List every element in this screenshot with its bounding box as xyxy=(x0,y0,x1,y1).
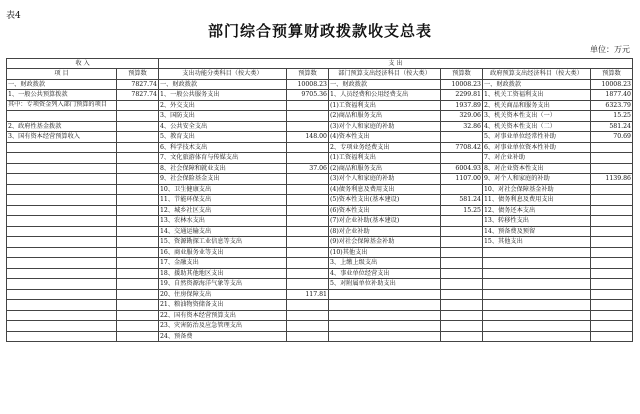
table-cell: 148.00 xyxy=(287,132,329,143)
table-cell xyxy=(7,300,117,311)
table-cell xyxy=(591,310,633,321)
table-cell xyxy=(329,321,441,332)
table-cell: (3)对个人和家庭的补助 xyxy=(329,121,441,132)
table-cell: 4、公共安全支出 xyxy=(159,121,287,132)
table-cell: 13、农林水支出 xyxy=(159,216,287,227)
table-cell xyxy=(117,111,159,122)
table-cell: (1)工资福利支出 xyxy=(329,100,441,111)
table-cell: 14、交通运输支出 xyxy=(159,226,287,237)
table-cell: 10008.23 xyxy=(591,79,633,90)
table-cell xyxy=(117,300,159,311)
table-cell xyxy=(117,121,159,132)
table-cell xyxy=(117,331,159,342)
table-cell xyxy=(287,247,329,258)
table-cell: 3、国有资本经营预算收入 xyxy=(7,132,117,143)
table-cell xyxy=(117,195,159,206)
table-cell xyxy=(591,300,633,311)
table-cell: (1)工资福利支出 xyxy=(329,153,441,164)
table-cell xyxy=(329,331,441,342)
table-cell: 一、财政拨款 xyxy=(329,79,441,90)
table-cell xyxy=(287,184,329,195)
table-cell: 7827.74 xyxy=(117,90,159,101)
table-cell: 7708.42 xyxy=(441,142,483,153)
table-cell: 19、自然资源海洋气象等支出 xyxy=(159,279,287,290)
table-row xyxy=(7,174,633,185)
table-cell: 4、机关资本性支出（二） xyxy=(483,121,591,132)
table-cell xyxy=(591,216,633,227)
table-cell xyxy=(117,268,159,279)
table-cell xyxy=(591,226,633,237)
table-cell: 20、住房保障支出 xyxy=(159,289,287,300)
table-cell: 581.24 xyxy=(441,195,483,206)
table-cell xyxy=(117,153,159,164)
table-cell: 其中：专项资金列入部门预算的项目 xyxy=(7,100,117,111)
table-cell xyxy=(117,321,159,332)
unit-label: 单位：万元 xyxy=(590,45,630,54)
table-cell xyxy=(483,300,591,311)
table-cell: 6、科学技术支出 xyxy=(159,142,287,153)
table-cell xyxy=(287,331,329,342)
table-cell: 2299.81 xyxy=(441,90,483,101)
table-cell xyxy=(7,195,117,206)
table-cell xyxy=(441,268,483,279)
table-cell xyxy=(591,268,633,279)
table-cell xyxy=(117,163,159,174)
table-cell: 1107.00 xyxy=(441,174,483,185)
table-cell xyxy=(591,163,633,174)
table-row xyxy=(7,195,633,206)
table-cell xyxy=(7,247,117,258)
table-cell: (6)资本性支出 xyxy=(329,205,441,216)
table-cell: 15、其他支出 xyxy=(483,237,591,248)
table-cell: (4)资本性支出 xyxy=(329,132,441,143)
table-row xyxy=(7,205,633,216)
table-cell: 8、对企业资本性支出 xyxy=(483,163,591,174)
column-header: 政府预算支出经济科目（按大类） xyxy=(483,69,591,80)
table-cell: 3、国防支出 xyxy=(159,111,287,122)
table-cell: 12、城乡社区支出 xyxy=(159,205,287,216)
table-cell xyxy=(483,310,591,321)
table-cell xyxy=(441,153,483,164)
table-cell xyxy=(591,331,633,342)
table-cell: 一、财政拨款 xyxy=(483,79,591,90)
table-cell xyxy=(591,142,633,153)
table-cell: 2、政府性基金拨款 xyxy=(7,121,117,132)
table-cell: 581.24 xyxy=(591,121,633,132)
table-cell xyxy=(441,132,483,143)
table-cell xyxy=(483,279,591,290)
table-cell xyxy=(483,321,591,332)
table-cell xyxy=(329,289,441,300)
table-cell xyxy=(441,226,483,237)
table-cell: 37.06 xyxy=(287,163,329,174)
table-cell: 10、卫生健康支出 xyxy=(159,184,287,195)
table-cell xyxy=(591,195,633,206)
table-cell xyxy=(7,279,117,290)
table-cell xyxy=(7,174,117,185)
table-cell xyxy=(591,258,633,269)
table-cell: 8、社会保障和就业支出 xyxy=(159,163,287,174)
table-cell xyxy=(117,226,159,237)
table-cell xyxy=(287,100,329,111)
table-row xyxy=(7,79,633,90)
table-cell xyxy=(117,216,159,227)
table-cell: 2、外交支出 xyxy=(159,100,287,111)
table-cell xyxy=(7,142,117,153)
table-cell xyxy=(117,132,159,143)
table-row xyxy=(7,247,633,258)
table-cell: 3、上缴上级支出 xyxy=(329,258,441,269)
table-cell xyxy=(329,310,441,321)
table-cell xyxy=(287,111,329,122)
budget-table xyxy=(6,58,633,342)
table-cell xyxy=(287,321,329,332)
table-cell: 3、机关资本性支出（一） xyxy=(483,111,591,122)
table-cell xyxy=(287,142,329,153)
table-cell: (5)资本性支出(基本建设) xyxy=(329,195,441,206)
table-cell xyxy=(591,205,633,216)
table-row xyxy=(7,258,633,269)
table-cell: (3)对个人和家庭的补助 xyxy=(329,174,441,185)
table-cell xyxy=(287,279,329,290)
table-row xyxy=(7,132,633,143)
table-cell: 14、预备费及预留 xyxy=(483,226,591,237)
table-cell: 一、财政拨款 xyxy=(159,79,287,90)
table-cell xyxy=(441,237,483,248)
table-row xyxy=(7,153,633,164)
table-cell xyxy=(287,258,329,269)
table-cell xyxy=(7,226,117,237)
table-cell: 16、商业服务业等支出 xyxy=(159,247,287,258)
column-header: 预算数 xyxy=(441,69,483,80)
table-cell xyxy=(591,184,633,195)
table-cell xyxy=(117,100,159,111)
table-cell xyxy=(441,331,483,342)
table-cell xyxy=(591,247,633,258)
table-cell xyxy=(441,258,483,269)
table-cell xyxy=(287,268,329,279)
table-cell: 18、援助其他地区支出 xyxy=(159,268,287,279)
table-row xyxy=(7,289,633,300)
table-cell xyxy=(7,111,117,122)
table-cell xyxy=(287,216,329,227)
table-cell: 10008.23 xyxy=(287,79,329,90)
column-header: 支出功能分类科目（按大类） xyxy=(159,69,287,80)
table-cell xyxy=(117,247,159,258)
table-cell xyxy=(7,153,117,164)
table-cell xyxy=(287,205,329,216)
table-cell: 12、债务还本支出 xyxy=(483,205,591,216)
table-cell: 6323.79 xyxy=(591,100,633,111)
table-cell: 10008.23 xyxy=(441,79,483,90)
table-cell xyxy=(7,237,117,248)
table-cell: (7)对企业补助(基本建设) xyxy=(329,216,441,227)
table-cell xyxy=(7,258,117,269)
table-cell: 1、一般公共预算拨款 xyxy=(7,90,117,101)
table-cell xyxy=(7,289,117,300)
table-cell xyxy=(441,279,483,290)
table-cell: 9、对个人和家庭的补助 xyxy=(483,174,591,185)
table-cell xyxy=(117,279,159,290)
table-row xyxy=(7,184,633,195)
table-row xyxy=(7,321,633,332)
table-row xyxy=(7,163,633,174)
table-cell xyxy=(7,216,117,227)
table-cell: 17、金融支出 xyxy=(159,258,287,269)
table-cell: 5、对附属单位补助支出 xyxy=(329,279,441,290)
table-cell: 1937.89 xyxy=(441,100,483,111)
table-cell: 10、对社会保障基金补助 xyxy=(483,184,591,195)
table-cell: 70.69 xyxy=(591,132,633,143)
table-cell: 1、机关工资福利支出 xyxy=(483,90,591,101)
table-cell: 6、对事业单位资本性补助 xyxy=(483,142,591,153)
column-header: 部门预算支出经济科目（按大类） xyxy=(329,69,441,80)
table-row xyxy=(7,300,633,311)
table-cell: 13、转移性支出 xyxy=(483,216,591,227)
table-cell xyxy=(7,163,117,174)
table-cell xyxy=(483,247,591,258)
table-row xyxy=(7,111,633,122)
table-cell xyxy=(483,331,591,342)
table-cell xyxy=(287,300,329,311)
table-cell xyxy=(441,216,483,227)
table-cell xyxy=(329,300,441,311)
table-cell xyxy=(441,321,483,332)
table-cell xyxy=(117,184,159,195)
table-cell xyxy=(441,184,483,195)
table-cell xyxy=(441,300,483,311)
table-cell: 1877.40 xyxy=(591,90,633,101)
table-number: 表4 xyxy=(6,11,21,21)
table-cell xyxy=(117,174,159,185)
table-cell: 117.81 xyxy=(287,289,329,300)
table-cell: 2、专项业务经费支出 xyxy=(329,142,441,153)
table-cell: 22、国有资本经营预算支出 xyxy=(159,310,287,321)
table-cell: 5、对事业单位经常性补助 xyxy=(483,132,591,143)
table-row xyxy=(7,279,633,290)
table-cell: 7、对企业补助 xyxy=(483,153,591,164)
table-cell xyxy=(591,153,633,164)
column-header: 预算数 xyxy=(591,69,633,80)
table-cell xyxy=(117,258,159,269)
table-cell: 9705.36 xyxy=(287,90,329,101)
table-cell: 15.25 xyxy=(441,205,483,216)
table-cell: (4)债务利息及费用支出 xyxy=(329,184,441,195)
table-cell xyxy=(287,195,329,206)
table-cell: (2)商品和服务支出 xyxy=(329,111,441,122)
income-header: 收 入 xyxy=(7,59,159,69)
table-cell: 24、预备费 xyxy=(159,331,287,342)
table-row xyxy=(7,268,633,279)
table-cell xyxy=(591,321,633,332)
table-cell xyxy=(7,268,117,279)
table-cell xyxy=(7,205,117,216)
table-cell: 9、社会保险基金支出 xyxy=(159,174,287,185)
table-cell: (2)商品和服务支出 xyxy=(329,163,441,174)
table-cell: 1139.86 xyxy=(591,174,633,185)
table-cell xyxy=(441,289,483,300)
column-header: 项 目 xyxy=(7,69,117,80)
table-cell: (9)对社会保障基金补助 xyxy=(329,237,441,248)
table-cell xyxy=(7,321,117,332)
table-row xyxy=(7,226,633,237)
table-cell: (8)对企业补助 xyxy=(329,226,441,237)
table-cell: 1、一般公共服务支出 xyxy=(159,90,287,101)
table-row xyxy=(7,90,633,101)
table-cell: 1、人员经费和公用经费支出 xyxy=(329,90,441,101)
table-cell: 32.86 xyxy=(441,121,483,132)
table-row xyxy=(7,331,633,342)
table-cell: 一、财政拨款 xyxy=(7,79,117,90)
table-cell xyxy=(441,247,483,258)
table-row xyxy=(7,310,633,321)
table-row xyxy=(7,142,633,153)
expense-header: 支 出 xyxy=(159,59,633,69)
table-cell xyxy=(483,268,591,279)
table-cell: 329.06 xyxy=(441,111,483,122)
table-cell xyxy=(441,310,483,321)
table-cell xyxy=(483,258,591,269)
column-header: 预算数 xyxy=(117,69,159,80)
table-cell xyxy=(287,121,329,132)
table-cell xyxy=(483,289,591,300)
page-title: 部门综合预算财政拨款收支总表 xyxy=(207,22,432,40)
table-cell xyxy=(7,184,117,195)
table-cell xyxy=(287,226,329,237)
table-cell xyxy=(287,153,329,164)
table-row xyxy=(7,100,633,111)
table-cell xyxy=(287,174,329,185)
table-cell xyxy=(287,237,329,248)
table-cell: 6004.93 xyxy=(441,163,483,174)
table-cell: 4、事业单位经营支出 xyxy=(329,268,441,279)
table-row xyxy=(7,237,633,248)
table-cell xyxy=(117,310,159,321)
table-cell: 11、债务利息及费用支出 xyxy=(483,195,591,206)
column-header: 预算数 xyxy=(287,69,329,80)
table-cell xyxy=(7,331,117,342)
table-cell: 11、节能环保支出 xyxy=(159,195,287,206)
table-cell: 21、粮油物资储备支出 xyxy=(159,300,287,311)
table-cell xyxy=(591,279,633,290)
table-cell: 7、文化旅游体育与传媒支出 xyxy=(159,153,287,164)
table-cell xyxy=(117,142,159,153)
table-row xyxy=(7,216,633,227)
table-cell: 15、资源勘探工业信息等支出 xyxy=(159,237,287,248)
table-cell: 7827.74 xyxy=(117,79,159,90)
table-row xyxy=(7,121,633,132)
table-cell xyxy=(117,205,159,216)
table-cell xyxy=(591,237,633,248)
table-cell xyxy=(287,310,329,321)
table-cell xyxy=(591,289,633,300)
table-cell xyxy=(7,310,117,321)
table-cell xyxy=(117,237,159,248)
table-cell: 23、灾害防治及应急管理支出 xyxy=(159,321,287,332)
table-cell: 5、教育支出 xyxy=(159,132,287,143)
table-cell: 15.25 xyxy=(591,111,633,122)
table-cell: (10)其他支出 xyxy=(329,247,441,258)
table-cell xyxy=(117,289,159,300)
table-cell: 2、机关商品和服务支出 xyxy=(483,100,591,111)
